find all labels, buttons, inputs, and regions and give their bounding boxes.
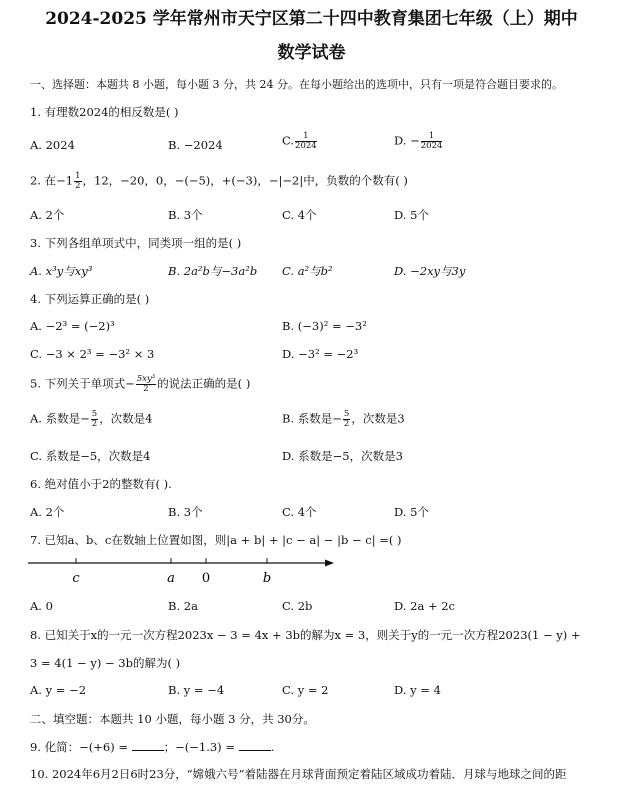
q1-option-b: B. −2024	[168, 138, 223, 152]
q1-option-c: C. $\frac{1}{2024}$	[282, 131, 317, 151]
q7-option-b: B. 2a	[168, 599, 198, 613]
question-2-stem: 2. 在−1 $\frac{1}{2}$ ，12，−20，0，−(−5)，+(−3)，−|−2|中，负数的个数有( )	[30, 171, 408, 191]
label-c: c	[72, 571, 80, 586]
q6-option-d: D. 5个	[394, 505, 429, 519]
question-6-stem: 6. 绝对值小于2的整数有( ).	[30, 477, 172, 491]
number-line-figure	[28, 555, 340, 589]
label-a: a	[167, 571, 175, 586]
q8-option-c: C. y = 2	[282, 683, 329, 697]
q3-option-d: D. −2xy与3y	[394, 264, 466, 278]
question-1-stem: 1. 有理数2024的相反数是( )	[30, 105, 179, 119]
q5-option-a: A. 系数是− $\frac{5}{2}$ ，次数是4	[30, 409, 153, 429]
q8-option-a: A. y = −2	[30, 683, 87, 697]
q7-option-d: D. 2a + 2c	[394, 599, 455, 613]
answer-blank-2[interactable]	[239, 740, 271, 751]
q1-option-a: A. 2024	[30, 138, 75, 152]
q2-option-b: B. 3个	[168, 208, 203, 222]
q4-option-a: A. −2³ = (−2)³	[30, 319, 115, 333]
q5-option-b: B. 系数是− $\frac{5}{2}$ ，次数是3	[282, 409, 405, 429]
section-heading-fill: 二、填空题：本题共 10 小题，每小题 3 分，共 30分。	[30, 712, 315, 726]
q3-option-c: C. a²与b²	[282, 264, 333, 278]
q6-option-b: B. 3个	[168, 505, 203, 519]
q2-option-d: D. 5个	[394, 208, 429, 222]
section-heading-choice: 一、选择题：本题共 8 小题，每小题 3 分，共 24 分。在每小题给出的选项中，只有一项是符合题目要求的。	[30, 78, 563, 91]
q5-option-d: D. 系数是−5，次数是3	[282, 449, 403, 463]
q6-option-a: A. 2个	[30, 505, 65, 519]
question-7-stem: 7. 已知a、b、c在数轴上位置如图，则|a + b| + |c − a| − |b − c| =( )	[30, 533, 402, 547]
q1-option-d: D. − $\frac{1}{2024}$	[394, 131, 443, 151]
q2-option-a: A. 2个	[30, 208, 65, 222]
question-10-stem: 10. 2024年6月2日6时23分，“嫦娥六号”着陆器在月球背面预定着陆区域成功着陆．月球与地球之间的距	[30, 767, 567, 781]
q4-option-b: B. (−3)² = −3²	[282, 319, 367, 333]
q7-option-c: C. 2b	[282, 599, 313, 613]
question-9: 9. 化简：−(+6) = ；−(−1.3) = .	[30, 740, 275, 754]
question-8-stem-line2: 3 = 4(1 − y) − 3b的解为( )	[30, 656, 181, 670]
answer-blank-1[interactable]	[132, 740, 164, 751]
question-5-stem: 5. 下列关于单项式− $\frac{\text{5xy³}}{2}$ 的说法正确的是( )	[30, 374, 251, 394]
question-8-stem-line1: 8. 已知关于x的一元一次方程2023x − 3 = 4x + 3b的解为x = 3，则关于y的一元一次方程2023(1 − y) +	[30, 628, 581, 642]
q8-option-d: D. y = 4	[394, 683, 441, 697]
q4-option-c: C. −3 × 2³ = −3² × 3	[30, 347, 155, 361]
page-title: 2024-2025 学年常州市天宁区第二十四中教育集团七年级（上）期中	[45, 9, 578, 29]
label-b: b	[262, 571, 272, 586]
q4-option-d: D. −3² = −2³	[282, 347, 359, 361]
question-4-stem: 4. 下列运算正确的是( )	[30, 292, 150, 306]
label-zero: 0	[201, 571, 211, 586]
q2-option-c: C. 4个	[282, 208, 317, 222]
number-line-arrow	[325, 560, 334, 567]
q3-option-a: A. x³y与xy³	[30, 264, 93, 278]
q3-option-b: B. 2a²b与−3a²b	[168, 264, 258, 278]
q5-option-c: C. 系数是−5，次数是4	[30, 449, 151, 463]
q7-option-a: A. 0	[30, 599, 53, 613]
page-title-line2: 数学试卷	[277, 43, 346, 63]
q8-option-b: B. y = −4	[168, 683, 225, 697]
q6-option-c: C. 4个	[282, 505, 317, 519]
question-3-stem: 3. 下列各组单项式中，同类项一组的是( )	[30, 236, 242, 250]
